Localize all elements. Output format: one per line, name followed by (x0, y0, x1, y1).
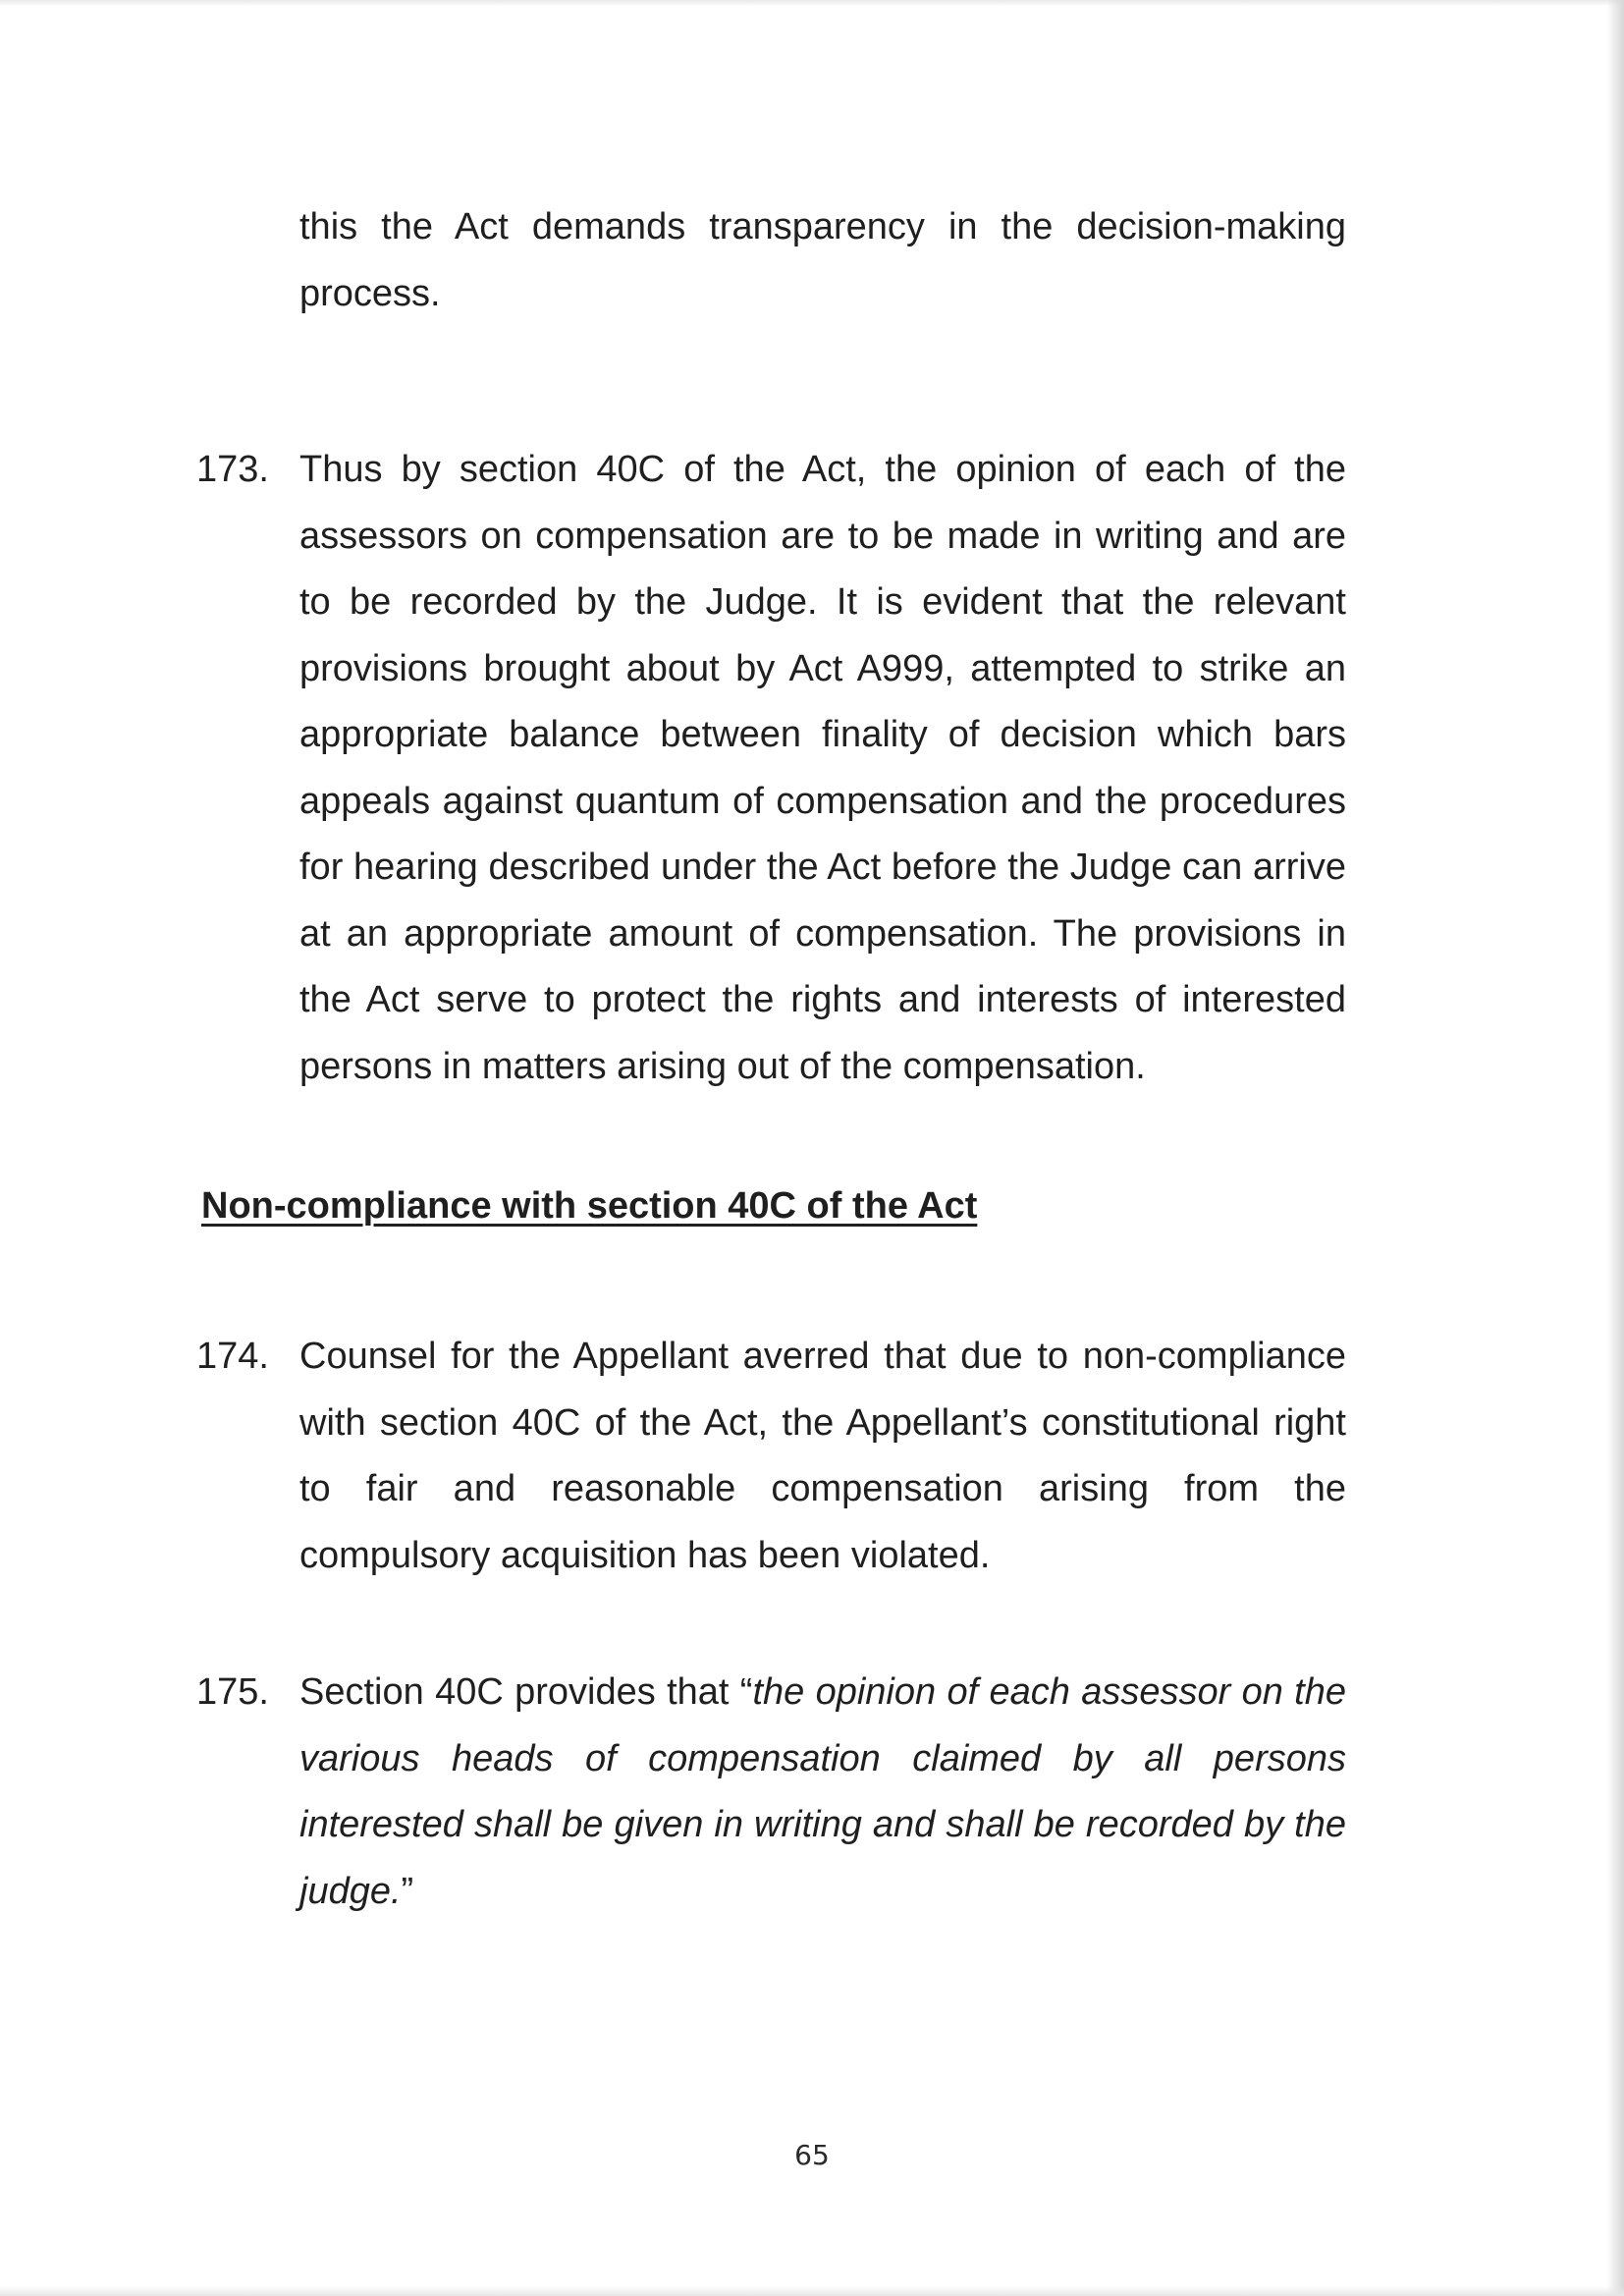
paragraph-number-173: 173. (196, 449, 269, 490)
p174-line-4: compulsory acquisition has been violated. (299, 1534, 991, 1576)
p173-line-2: assessors on compensation are to be made in writing and are (299, 515, 1346, 557)
intro-line-1: this the Act demands transparency in the decision-making (299, 206, 1346, 247)
p174-line-2: with section 40C of the Act, the Appellant’s constitutional right (299, 1401, 1346, 1444)
paragraph-174 (299, 1324, 1346, 1589)
p175-line-1-prefix: Section 40C provides that “ (299, 1671, 753, 1713)
p175-line-1-quote: the opinion of each assessor on the (752, 1671, 1347, 1713)
section-heading: Non-compliance with section 40C of the Act (201, 1185, 978, 1227)
page-number: 65 (794, 2139, 830, 2171)
scan-edge-bottom (0, 2286, 1624, 2296)
p173-line-9: the Act serve to protect the rights and interests of interested (299, 979, 1346, 1020)
p173-line-8: at an appropriate amount of compensation. The provisions in (299, 912, 1346, 955)
p175-line-4-quote: judge. (299, 1870, 402, 1912)
p175-line-2: various heads of compensation claimed by all persons (299, 1737, 1346, 1779)
p173-line-5: appropriate balance between finality of decision which bars (299, 714, 1346, 755)
p175-line-4 (299, 1859, 1346, 1926)
p173-line-1: Thus by section 40C of the Act, the opinion of each of the (299, 449, 1346, 490)
p173-line-7: for hearing described under the Act before the Judge can arrive (299, 847, 1346, 888)
p173-line-4: provisions brought about by Act A999, attempted to strike an (299, 647, 1346, 689)
p175-line-1 (299, 1660, 1346, 1726)
p173-line-10: persons in matters arising out of the compensation. (299, 1045, 1146, 1087)
paragraph-number-175: 175. (196, 1671, 269, 1713)
paragraph-173 (299, 437, 1346, 1100)
p173-line-6: appeals against quantum of compensation and the procedures (299, 780, 1346, 822)
p174-line-3: to fair and reasonable compensation arising from the (299, 1468, 1346, 1509)
p174-line-1: Counsel for the Appellant averred that due to non-compliance (299, 1336, 1346, 1377)
p175-closing-quote: ” (401, 1870, 414, 1912)
scan-edge-top (0, 0, 1624, 6)
p173-line-3: to be recorded by the Judge. It is evident that the relevant (299, 581, 1346, 623)
paragraph-number-174: 174. (196, 1336, 269, 1377)
p175-line-3: interested shall be given in writing and shall be recorded by the (299, 1804, 1346, 1845)
paragraph-175 (299, 1660, 1346, 1925)
intro-paragraph (299, 194, 1346, 327)
intro-line-2: process. (299, 272, 441, 314)
scan-edge-right (1606, 0, 1624, 2296)
